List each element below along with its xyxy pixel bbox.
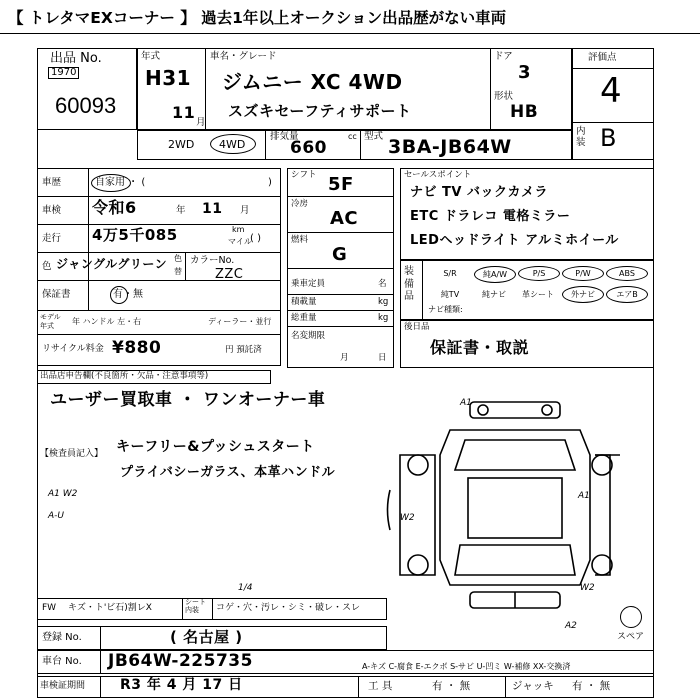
model-row-dealer: ディーラー・並行 (208, 317, 272, 326)
equipment-item: ABS (606, 266, 648, 281)
capacity-unit3: kg (378, 313, 389, 323)
year-value: H31 (145, 66, 192, 90)
recycle-unit: 円 預託済 (225, 345, 262, 355)
damage-mark-w2-right: W2 (580, 583, 595, 593)
interior-value: B (600, 124, 617, 152)
model-row-label2: 年式 (40, 322, 54, 330)
seat-label: シート内装 (185, 598, 206, 614)
mileage-unit-mile: マイル (228, 237, 252, 246)
damage-mark-a1-right: A1 (578, 491, 590, 501)
selling-points-label: セールスポイント (404, 170, 472, 180)
inspection-label: 車検 (42, 205, 62, 216)
tools-value: 有 ・ 無 (432, 680, 471, 692)
lot-label: 出品 No. (50, 51, 102, 66)
recycle-value: ¥880 (112, 338, 162, 358)
registration-label: 登録 No. (42, 632, 82, 643)
selling-line-3: LEDヘッドライト アルミホイール (410, 233, 619, 248)
color-sub2: 替 (174, 267, 182, 276)
damage-mark-a1-top: A1 (460, 398, 472, 408)
shift-value: 5F (328, 174, 354, 195)
ac-label: 冷房 (291, 199, 309, 209)
inspector-note2: A-U (48, 511, 64, 521)
car-label: 車名・グレード (210, 51, 277, 62)
inspector-line2: プライバシーガラス、本革ハンドル (120, 465, 336, 480)
damage-mark-w2-left: W2 (400, 513, 415, 523)
inspection-month: 11 (202, 201, 223, 217)
equipment-item: 純TV (440, 290, 460, 299)
spare-label: スペア (617, 632, 645, 642)
warranty-label: 保証書 (42, 289, 71, 300)
jack-value: 有 ・ 無 (572, 680, 611, 692)
shift-label: シフト (291, 170, 317, 180)
damage-mark-a2-bottom: A2 (565, 621, 577, 630)
equipment-item: エアB (606, 286, 648, 303)
drive-4wd: 4WD (219, 138, 246, 151)
lot-stamp: 1970 (48, 67, 79, 79)
capacity-unit2: kg (378, 297, 389, 307)
equipment-item: P/W (562, 266, 604, 281)
year-label: 年式 (141, 51, 161, 62)
color-value: ジャングルグリーン (56, 257, 168, 271)
fuel-value: G (332, 244, 348, 265)
inspection-year-unit: 年 (176, 205, 186, 216)
seat-items: コゲ・穴・汚レ・シミ・破レ・スレ (216, 603, 361, 613)
capacity-label3: 総重量 (291, 313, 317, 323)
fuel-label: 燃料 (291, 235, 309, 245)
header-title: 【 トレタマEXコーナー 】 過去1年以上オークション出品歴がない車両 (8, 9, 507, 27)
legend: A-キズ C-腐食 E-エクボ S-サビ U-凹ミ W-補修 XX-交換済 (362, 662, 571, 671)
equipment-item: 純ナビ (482, 290, 506, 299)
fw-mark: 1/4 (238, 583, 253, 593)
color-code-label: カラーNo. (190, 255, 235, 266)
jack-label: ジャッキ (512, 680, 554, 692)
history-close: ) (268, 177, 272, 188)
mileage-label: 走行 (42, 233, 62, 244)
ownership-unit2: 日 (378, 353, 387, 363)
lot-number: 60093 (55, 93, 117, 118)
engine-value: 660 (290, 138, 327, 158)
shape-value: HB (510, 102, 539, 122)
inspector-note1: A1 W2 (48, 489, 78, 499)
capacity-label1: 乗車定員 (291, 279, 326, 289)
mileage-paren: ( ) (250, 233, 261, 244)
car-name: ジムニー XC 4WD (222, 70, 403, 94)
later-value: 保証書・取説 (430, 338, 530, 357)
selling-line-2: ETC ドラレコ 電格ミラー (410, 209, 571, 224)
recycle-label: リサイクル料金 (42, 344, 104, 354)
rating-label: 評価点 (588, 52, 617, 63)
shape-label: 形状 (494, 91, 514, 102)
chassis-value: JB64W-225735 (108, 651, 253, 671)
registration-value: ( 名古屋 ) (170, 628, 243, 646)
year-month-unit: 月 (196, 117, 206, 128)
doors-value: 3 (518, 62, 532, 83)
certificate-value: R3 年 4 月 17 日 (120, 677, 243, 693)
inspection-value: 令和6 (92, 198, 137, 217)
interior-label: 内装 (576, 126, 586, 149)
doors-label: ドア (494, 51, 513, 62)
engine-label: 排気量 (270, 131, 299, 142)
navi-type-label: ナビ種類: (428, 305, 463, 314)
ownership-unit: 月 (340, 353, 349, 363)
model-label: 型式 (364, 131, 384, 142)
chassis-label: 車台 No. (42, 656, 82, 667)
ac-value: AC (330, 208, 359, 229)
mileage-value: 4万5千085 (92, 226, 178, 244)
car-grade: スズキセーフティサポート (228, 102, 412, 120)
inspection-month-unit: 月 (240, 205, 250, 216)
equipment-item: 革シート (522, 290, 554, 299)
history-label: 車歴 (42, 177, 62, 188)
windshield-items: キズ・ト'ビ石)割レX (68, 603, 152, 613)
tools-label: 工 具 (368, 680, 393, 692)
notes-label: 出品店申告欄(不良箇所・欠品・注意事項等) (40, 371, 209, 381)
spare-circle (620, 606, 642, 628)
equipment-item: 純A/W (474, 266, 516, 283)
capacity-unit1: 名 (378, 279, 387, 289)
rating-score: 4 (600, 71, 623, 111)
equipment-item: S/R (443, 269, 457, 278)
inspector-label: 【検査員記入】 (40, 449, 104, 459)
warranty-value: 有・無 (113, 289, 143, 300)
color-sub1: 色 (174, 254, 182, 263)
engine-unit: cc (348, 132, 357, 141)
equipment-item: P/S (518, 266, 560, 281)
later-label: 後日品 (404, 322, 430, 332)
capacity-label2: 積載量 (291, 297, 317, 307)
drive-2wd: 2WD (168, 138, 195, 151)
windshield-label: FW (42, 603, 57, 613)
color-code: ZZC (215, 267, 244, 282)
year-month: 11 (172, 103, 196, 122)
model-value: 3BA-JB64W (388, 136, 512, 158)
inspector-line1: キーフリー&プッシュスタート (116, 439, 315, 455)
color-label: 色 (42, 261, 52, 272)
equipment-label: 装備品 (404, 266, 414, 302)
model-row-handle: 年 ハンドル 左・右 (72, 317, 142, 326)
ownership-label: 名変期限 (291, 331, 326, 341)
notes-value: ユーザー買取車 ・ ワンオーナー車 (50, 390, 326, 410)
certificate-label: 車検証期間 (40, 681, 86, 691)
history-value: 自家用 ・ ( (95, 177, 146, 188)
model-row-label1: モデル (40, 313, 61, 321)
equipment-item: 外ナビ (562, 286, 604, 303)
selling-line-1: ナビ TV バックカメラ (410, 185, 548, 200)
mileage-unit-km: km (232, 225, 245, 234)
car-damage-diagram (380, 380, 620, 630)
